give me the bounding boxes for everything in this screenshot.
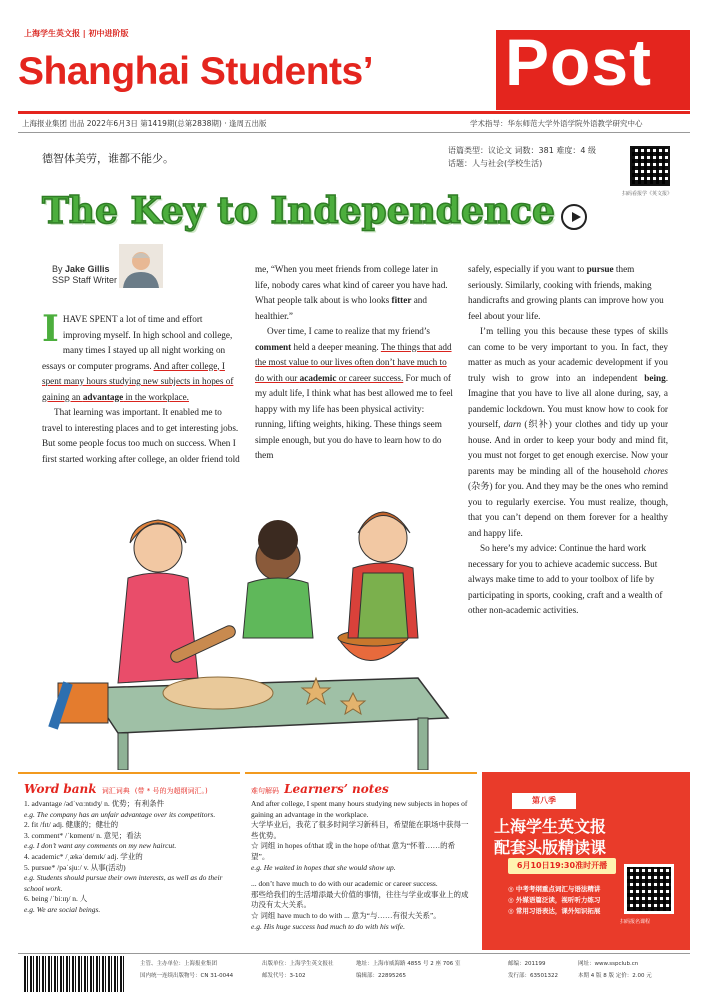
issue-info: 上海报业集团 出品 2022年6月3日 第1419期(总第2838期) · 逢周五出版 (22, 119, 267, 128)
note-explain-1: ☆ 词组 in hopes of/that 或 in the hope of/that 意为“怀着……的希望”。 (251, 841, 456, 861)
footer-text: 出版单位：上海学生英文报社 (262, 961, 334, 967)
col1-paragraph-2: That learning was important. It enabled me to travel to interesting places and to get interesting jobs. But some people focus too much on success. When I first started working after college, an older friend told (42, 407, 240, 464)
word-entry: 6. being /ˈbiːɪŋ/ n. 人 (24, 894, 88, 904)
footer-col-3 (356, 958, 461, 982)
learners-notes-box (245, 772, 477, 950)
col2-text-a: me, “When you meet friends from college later in life, nobody cares what kind of career you have had. What people talk about is who looks (255, 264, 448, 305)
word-example: e.g. I don’t want any comments on my new haircut. (24, 841, 177, 851)
ad-qr-caption: 扫码报名课程 (620, 919, 651, 925)
underlined-sentence-2b: or career success. (336, 372, 404, 383)
col2-text-e: For much of my adult life, I think what has best allowed me to feel happy with my life has been physical activity: running, lifting weights, hiking. These things seem simple enough, but you do have to learn how to do them (255, 372, 453, 460)
keyword-being: being (644, 372, 666, 383)
col3-text-e: (织补) your clothes and tidy up your house. And in order to keep your body and mind fit, you must not forget to get enough exercise. Now your parents may be minding all of the household (468, 419, 669, 476)
underlined-sentence-2a: The things that add the most value to our lives often don’t have much to do with our (255, 341, 452, 383)
article-column-3 (468, 262, 668, 619)
footer-col-1 (140, 958, 233, 982)
drop-cap: I (42, 308, 59, 350)
footer-text: 邮发代号：3-102 (262, 973, 306, 979)
underlined-sentence-1a: And after college, I spent many hours studying new subjects in hopes of gaining an (42, 360, 234, 402)
ad-bullet: ◎ 常用习语表达，课外知识拓展 (508, 907, 601, 915)
col2-text-b: and healthier.” (255, 295, 427, 321)
col3-paragraph-3: So here’s my advice: Continue the hard work necessary for you to achieve academic success. But always make time to add to your toolbox of life by participating in sports, cooking, craft and a wealth of other non-academic activities. (468, 543, 663, 615)
word-example: e.g. Students should pursue their own interests, as well as do their school work. (24, 873, 223, 893)
word-entry: 3. comment* /ˈkɒment/ n. 意见；看法 (24, 830, 142, 840)
ad-bullets (508, 884, 600, 917)
word-bank-box (18, 772, 240, 950)
word-example: e.g. We are social beings. (24, 904, 101, 914)
barcode-icon (24, 956, 124, 992)
author-role: SSP Staff Writer (52, 275, 118, 285)
learners-notes-title: Learners’ notes (284, 782, 389, 796)
word-bank-list (18, 799, 240, 916)
footer-text: 主管、主办单位：上海报业集团 (140, 961, 218, 967)
note-sentence-2: ... don’t have much to do with our academic or career success. (251, 879, 438, 889)
article-column-2 (255, 262, 453, 464)
word-darn: darn (503, 419, 522, 429)
col3-text-a: safely, especially if you want to (468, 264, 587, 274)
byline-by: By (52, 264, 63, 274)
footer-rule (18, 953, 690, 954)
ad-season-badge: 第八季 (512, 793, 576, 809)
cooking-children-illustration (18, 488, 458, 770)
note-explain-2: ☆ 词组 have much to do with ... 意为“与……有很大关系”。 (251, 910, 441, 920)
note-example-2: e.g. His huge success had much to do with his wife. (251, 921, 405, 931)
byline (52, 264, 117, 286)
col1-text: HAVE SPENT a lot of time and effort improving myself. In high school and college, many times I stayed up all night working on essays or computer programs. (42, 314, 233, 371)
qr-caption: 扫码看报学《英文报》 (622, 191, 673, 197)
footer-text: 地址：上海市威海路 4855 号 2 座 706 室 (356, 961, 461, 967)
author-avatar (119, 244, 163, 288)
footer-text: 国内统一连续出版物号：CN 31-0044 (140, 973, 234, 979)
divider (18, 132, 690, 133)
footer-text: 本期 4 版 8 版 定价：2.00 元 (578, 973, 652, 979)
learners-notes-title-cn: 难句解码 (251, 787, 279, 795)
note-translation-1: 大学毕业后，我花了很多时间学习新科目，希望能在职场中获得一些优势。 (251, 820, 469, 840)
keyword-academic: academic (299, 372, 337, 383)
note-sentence-1: And after college, I spent many hours studying new subjects in hopes of gaining an advantage in the workplace. (251, 799, 468, 819)
ad-bullet: ◎ 中考考纲重点词汇与语法精讲 (508, 885, 601, 893)
keyword-comment: comment (255, 341, 292, 352)
post-logo-text: Post (505, 25, 653, 99)
word-entry: 4. academic* /ˌækəˈdemɪk/ adj. 学业的 (24, 851, 143, 861)
meta-line-2: 话题：人与社会(学校生活) (448, 159, 543, 168)
footer-col-5 (578, 958, 652, 982)
learners-notes-body (245, 799, 477, 932)
col3-text-d: . Imagine that you have to live all alone during, say, a pandemic lockdown. You must know how to cook for yourself, (468, 372, 668, 429)
keyword-advantage: advantage (82, 391, 124, 402)
footer-text: 邮编：201199 (508, 961, 546, 967)
play-audio-icon[interactable] (561, 204, 587, 230)
word-bank-title-cn: 词汇词典 (101, 787, 130, 795)
article-meta (448, 144, 596, 170)
word-bank-title: Word bank (24, 782, 97, 796)
footer-text: 编辑部：22895265 (356, 973, 406, 979)
ad-bullet: ◎ 外媒语篇泛读，视听听力练习 (508, 896, 601, 904)
word-chores: chores (643, 465, 668, 476)
newspaper-title: Shanghai Students’ (18, 50, 374, 93)
col2-text-d: held a deeper meaning. (291, 341, 381, 352)
footer-col-2 (262, 958, 334, 982)
meta-line-1: 语篇类型：议论文 词数：381 难度：4 级 (448, 146, 596, 155)
motto: 德智体美劳，谁都不能少。 (42, 152, 174, 165)
underlined-sentence-1b: in the workplace. (123, 391, 189, 402)
word-entry: 5. pursue* /pəˈsjuː/ v. 从事(活动) (24, 862, 126, 872)
ad-title-2: 配套头版精读课 (494, 838, 607, 857)
col2-text-c: Over time, I came to realize that my friend’s (267, 326, 431, 336)
footer-text: 发行部：63501322 (508, 973, 558, 979)
footer-text: 网址：www.sspclub.cn (578, 961, 639, 967)
academic-guide: 学术指导：华东师范大学外语学院外语教学研究中心 (470, 119, 643, 128)
ad-date: 6月10日19:30准时开播 (508, 858, 616, 874)
col3-text-c: I’m telling you this because these types of skills can come to be very important to you. In fact, they matter as much as your academic development if you truly wish to grow into an independent (468, 326, 668, 383)
word-entry: 2. fit /fɪt/ adj. 健康的；健壮的 (24, 820, 119, 830)
qr-code-icon[interactable] (630, 146, 670, 186)
author-name: Jake Gillis (65, 264, 110, 274)
col3-text-b: them seriously. Similarly, cooking with friends, making handicrafts and growing plants can improve how you feel about your life. (468, 264, 664, 321)
ad-title-1: 上海学生英文报 (494, 817, 607, 836)
word-bank-subtitle: (带 * 号的为超纲词汇。) (134, 787, 208, 795)
footer-col-4 (508, 958, 558, 982)
keyword-fitter: fitter (391, 295, 412, 305)
keyword-pursue: pursue (586, 264, 614, 274)
ad-qr-code-icon[interactable] (624, 864, 674, 914)
headline: The Key to Independence (42, 190, 555, 232)
masthead-rule (18, 111, 690, 114)
word-example: e.g. The company has an unfair advantage over its competitors. (24, 809, 216, 819)
note-example-1: e.g. He waited in hopes that she would show up. (251, 862, 396, 872)
col3-text-f: (杂务) for you. And they may be the ones who remind you to regularly exercise. You must realize, though, that you can’t depend on them forever for a healthy and happy life. (468, 481, 668, 538)
edition-tag: 上海学生英文报 | 初中进阶版 (24, 29, 129, 38)
word-entry: 1. advantage /ədˈvɑːntɪdʒ/ n. 优势；有利条件 (24, 799, 165, 808)
article-column-1 (42, 308, 242, 467)
note-translation-2: 那些给我们的生活增添最大价值的事情，往往与学业或事业上的成功没有太大关系。 (251, 889, 469, 910)
